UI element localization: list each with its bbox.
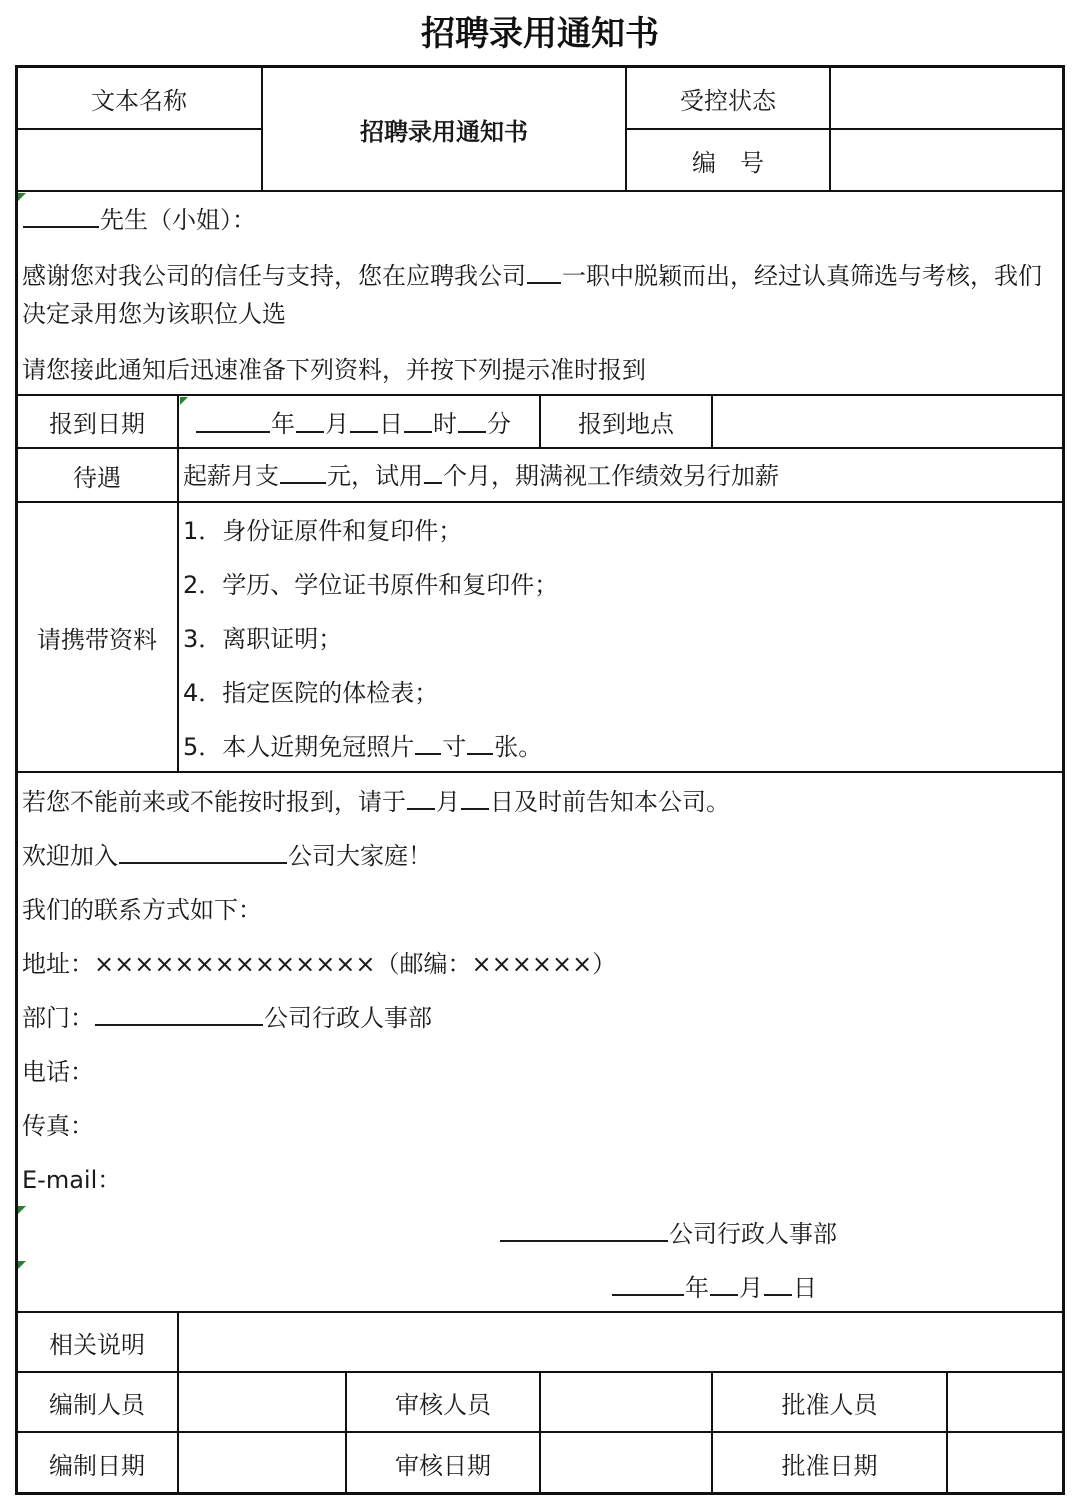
materials-item-1: 1．身份证原件和复印件； [183, 517, 463, 545]
position-blank[interactable] [527, 262, 561, 284]
prepare-line: 请您接此通知后迅速准备下列资料，并按下列提示准时报到 [22, 356, 646, 384]
reviewed-date-label: 审核日期 [395, 1451, 491, 1480]
item5-text-b: 寸 [442, 733, 467, 761]
approved-date-label: 批准日期 [781, 1451, 878, 1480]
probation-blank[interactable] [424, 462, 442, 484]
treatment-text-2: 元，试用 [327, 462, 423, 490]
absent-day-blank[interactable] [461, 788, 489, 810]
materials-item-5 [183, 727, 542, 767]
signature-day-blank[interactable] [764, 1274, 792, 1296]
page-title: 招聘录用通知书 [421, 14, 659, 54]
doc-name-label: 文本名称 [91, 86, 187, 115]
treatment-text-3: 个月，期满视工作绩效另行加薪 [443, 462, 779, 490]
reviewed-date-value[interactable] [541, 1433, 711, 1493]
materials-item-2: 2．学历、学位证书原件和复印件； [183, 571, 559, 599]
signature-year-blank[interactable] [612, 1274, 684, 1296]
treatment-value [183, 456, 779, 496]
treatment-label: 待遇 [73, 463, 121, 492]
dept-text-1: 部门： [22, 1004, 94, 1032]
absent-line [22, 782, 730, 822]
divider [15, 190, 1065, 192]
cell-marker [18, 1261, 26, 1269]
day-label: 日 [379, 410, 403, 438]
remarks-value[interactable] [179, 1313, 1063, 1371]
signature-dept-line [499, 1214, 837, 1254]
email-line: E-mail： [22, 1166, 122, 1194]
minute-blank[interactable] [458, 411, 486, 433]
signature-day-label: 日 [793, 1274, 817, 1302]
prepared-by-value[interactable] [179, 1373, 345, 1431]
thanks-paragraph [22, 257, 1042, 333]
materials-label: 请携带资料 [37, 625, 157, 654]
prepared-date-value[interactable] [179, 1433, 345, 1493]
hour-label: 时 [433, 410, 457, 438]
dept-text-2: 公司行政人事部 [264, 1004, 432, 1032]
number-label: 编 号 [692, 148, 764, 177]
thanks-text-1: 感谢您对我公司的信任与支持，您在应聘我公司 [22, 262, 526, 290]
month-blank[interactable] [296, 411, 324, 433]
prepared-date-label: 编制日期 [49, 1451, 145, 1480]
number-value[interactable] [831, 130, 1063, 190]
absent-month-blank[interactable] [407, 788, 435, 810]
control-status-label: 受控状态 [680, 86, 776, 115]
materials-item-3: 3．离职证明； [183, 625, 343, 653]
reviewed-by-label: 审核人员 [395, 1390, 491, 1419]
year-label: 年 [271, 410, 295, 438]
signature-year-label: 年 [685, 1274, 709, 1302]
dept-line [22, 998, 432, 1038]
signature-company-blank[interactable] [500, 1220, 668, 1242]
control-status-value[interactable] [831, 68, 1063, 128]
remarks-label: 相关说明 [49, 1330, 145, 1359]
item5-text-c: 张。 [494, 733, 543, 761]
welcome-text-1: 欢迎加入 [22, 842, 118, 870]
welcome-line [22, 836, 432, 876]
report-place-label: 报到地点 [578, 410, 674, 438]
address-line: 地址：××××××××××××××（邮编：××××××） [22, 950, 617, 978]
divider [177, 394, 179, 772]
photo-size-blank[interactable] [415, 733, 441, 755]
name-blank[interactable] [23, 206, 99, 228]
thanks-text-2: 一职中脱颖而出，经过认真筛选与考核，我们决定录用您为该职位人选 [22, 262, 1042, 328]
month-label: 月 [325, 410, 349, 438]
minute-label: 分 [487, 410, 511, 438]
absent-text-3: 日及时前告知本公司。 [490, 788, 730, 816]
absent-text-2: 月 [436, 788, 460, 816]
day-blank[interactable] [350, 411, 378, 433]
doc-name-value: 招聘录用通知书 [360, 116, 528, 146]
report-place-value[interactable] [713, 396, 1063, 447]
fax-line: 传真： [22, 1112, 94, 1140]
cell-marker [18, 1206, 26, 1214]
salutation-line [22, 200, 256, 240]
contact-line: 我们的联系方式如下： [22, 896, 262, 924]
materials-item-4: 4．指定医院的体检表； [183, 679, 439, 707]
welcome-text-2: 公司大家庭！ [288, 842, 432, 870]
phone-line: 电话： [22, 1058, 94, 1086]
signature-dept-text: 公司行政人事部 [669, 1220, 837, 1248]
company-blank[interactable] [119, 842, 287, 864]
doc-name-blank[interactable] [17, 130, 261, 190]
prepared-by-label: 编制人员 [49, 1390, 145, 1419]
reviewed-by-value[interactable] [541, 1373, 711, 1431]
report-date-label: 报到日期 [49, 410, 145, 438]
year-blank[interactable] [196, 411, 270, 433]
salutation-text: 先生（小姐）： [100, 206, 256, 234]
approved-by-label: 批准人员 [781, 1390, 878, 1419]
signature-month-blank[interactable] [710, 1274, 738, 1296]
photo-count-blank[interactable] [467, 733, 493, 755]
item5-text-a: 5．本人近期免冠照片 [183, 733, 415, 761]
report-date-value [179, 396, 539, 447]
salary-blank[interactable] [280, 462, 326, 484]
absent-text-1: 若您不能前来或不能按时报到，请于 [22, 788, 406, 816]
signature-date-line [611, 1268, 817, 1308]
hour-blank[interactable] [404, 411, 432, 433]
approved-by-value[interactable] [948, 1373, 1063, 1431]
approved-date-value[interactable] [948, 1433, 1063, 1493]
signature-month-label: 月 [739, 1274, 763, 1302]
dept-company-blank[interactable] [95, 1004, 263, 1026]
treatment-text-1: 起薪月支 [183, 462, 279, 490]
divider [15, 771, 1065, 773]
